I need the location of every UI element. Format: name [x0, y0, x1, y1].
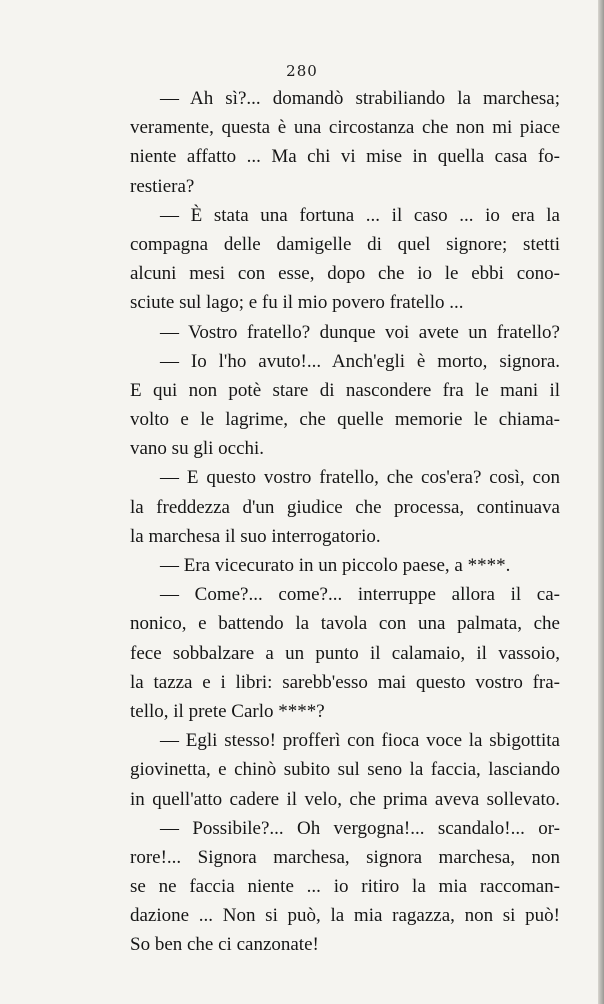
text-line: — Ah sì?... domandò strabiliando la marchesa;: [160, 88, 560, 109]
text-line: — Era vicecurato in un piccolo paese, a ****.: [160, 555, 511, 576]
text-line: vano su gli occhi.: [130, 438, 265, 460]
text-line: la freddezza d'un giudice che processa, continuava: [130, 496, 560, 518]
text-line: in quell'atto cadere il velo, che prima aveva sollevato.: [130, 788, 560, 810]
text-line: nonico, e battendo la tavola con una palmata, che: [130, 613, 560, 635]
page-number: 280: [286, 62, 318, 80]
text-line: E qui non potè stare di nascondere fra le mani il: [130, 379, 560, 401]
text-line: — E questo vostro fratello, che cos'era? così, con: [160, 467, 560, 489]
text-line: alcuni mesi con esse, dopo che io le ebbi cono-: [130, 263, 560, 285]
text-line: niente affatto ... Ma chi vi mise in quella casa fo-: [130, 146, 560, 168]
text-line: se ne faccia niente ... io ritiro la mia raccoman-: [130, 876, 560, 898]
text-line: restiera?: [130, 175, 195, 197]
page-edge-shadow: [598, 0, 604, 1004]
text-line: — È stata una fortuna ... il caso ... io era la: [160, 204, 560, 226]
text-line: — Come?... come?... interruppe allora il ca-: [160, 584, 560, 606]
text-line: dazione ... Non si può, la mia ragazza, non si può!: [130, 905, 560, 927]
text-line: giovinetta, e chinò subito sul seno la faccia, lasciando: [130, 759, 560, 781]
text-line: — Egli stesso! profferì con fioca voce la sbigottita: [160, 730, 560, 752]
text-line: rore!... Signora marchesa, signora marchesa, non: [130, 846, 560, 868]
body-text: [130, 84, 560, 960]
text-line: la tazza e i libri: sarebb'esso mai questo vostro fra-: [130, 671, 560, 693]
text-line: tello, il prete Carlo ****?: [130, 700, 325, 722]
text-line: So ben che ci canzonate!: [130, 934, 319, 956]
text-line: — Io l'ho avuto!... Anch'egli è morto, signora.: [160, 350, 560, 372]
text-line: fece sobbalzare a un punto il calamaio, il vassoio,: [130, 642, 560, 664]
text-line: veramente, questa è una circostanza che non mi piace: [130, 117, 560, 139]
text-line: sciute sul lago; e fu il mio povero fratello ...: [130, 292, 464, 314]
text-line: — Vostro fratello? dunque voi avete un fratello?: [160, 321, 560, 343]
text-line: la marchesa il suo interrogatorio.: [130, 525, 381, 547]
text-line: volto e le lagrime, che quelle memorie le chiama-: [130, 409, 560, 431]
text-line: compagna delle damigelle di quel signore; stetti: [130, 233, 560, 255]
text-line: — Possibile?... Oh vergogna!... scandalo!... or-: [160, 817, 560, 839]
